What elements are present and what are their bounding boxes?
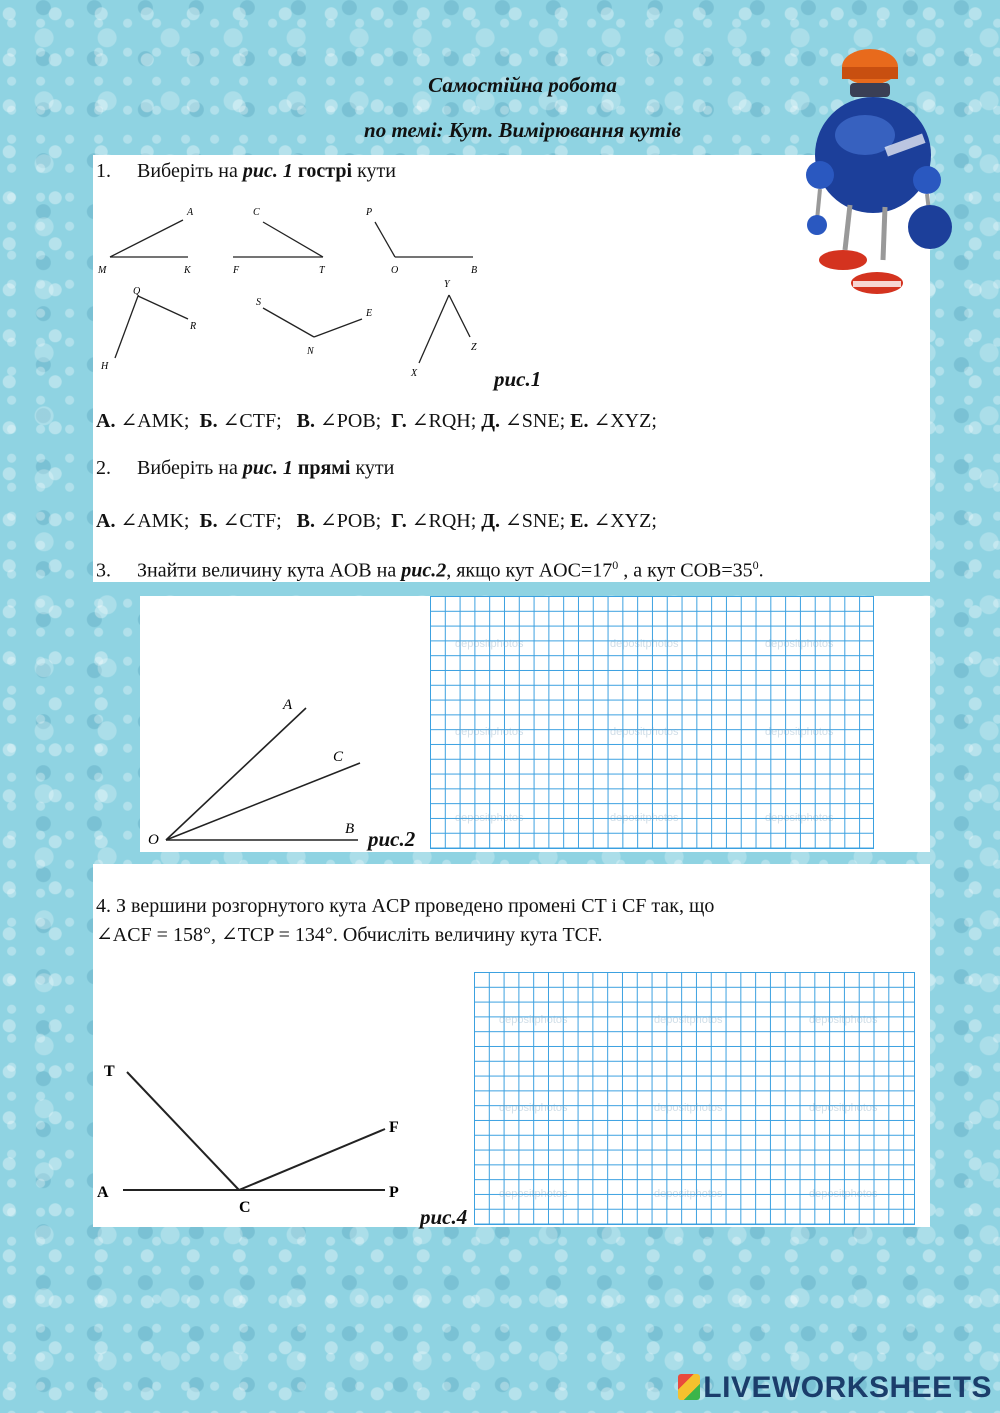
title-line-1: Самостійна робота xyxy=(428,73,617,97)
option-letter: Е. xyxy=(570,510,589,532)
option-letter: Б. xyxy=(199,510,218,532)
watermark: depositphotos xyxy=(654,1188,723,1200)
figure-2 xyxy=(140,596,430,852)
label-F: F xyxy=(389,1119,399,1136)
label-K: K xyxy=(184,265,191,276)
robot-icon xyxy=(795,45,955,305)
question-text-end: кути xyxy=(352,160,396,182)
option-letter: Б. xyxy=(199,410,218,432)
watermark: depositphotos xyxy=(654,1102,723,1114)
figure-2-caption: рис.2 xyxy=(368,827,416,851)
question-number: 2. xyxy=(96,457,111,479)
figure-4 xyxy=(93,1050,423,1220)
option-angle: ∠AMK; xyxy=(120,510,190,532)
option-letter: Д. xyxy=(481,510,501,532)
label-R: R xyxy=(190,321,197,332)
option-angle: ∠RQH; xyxy=(411,510,477,532)
question-4-line-1: 4. З вершини розгорнутого кута ACP проведено промені CT і CF так, що xyxy=(96,895,715,917)
question-text-mid2: , а кут COB=35 xyxy=(618,559,753,582)
label-P: P xyxy=(389,1184,399,1201)
watermark: depositphotos xyxy=(765,726,834,738)
option-letter: Е. xyxy=(570,410,589,432)
option-angle: ∠XYZ; xyxy=(593,510,657,532)
label-T: T xyxy=(104,1063,115,1080)
label-C: C xyxy=(333,749,344,765)
label-B: B xyxy=(471,265,478,276)
question-text-end: кути xyxy=(350,457,395,479)
watermark: depositphotos xyxy=(765,638,834,650)
label-Z: Z xyxy=(471,342,477,353)
question-4-line-2: ∠ACF = 158°, ∠TCP = 134°. Обчисліть величину кута TCF. xyxy=(96,924,603,946)
watermark: depositphotos xyxy=(610,726,679,738)
option-angle: ∠CTF; xyxy=(222,410,282,432)
keyword: гострі xyxy=(292,160,353,182)
option-letter: Д. xyxy=(481,410,501,432)
question-number: 3. xyxy=(96,559,111,582)
option-letter: В. xyxy=(296,410,316,432)
watermark: depositphotos xyxy=(499,1188,568,1200)
figure-4-caption: рис.4 xyxy=(420,1205,468,1229)
figure-1 xyxy=(93,195,553,385)
logo-icon xyxy=(678,1374,700,1400)
label-A: A xyxy=(187,207,194,218)
keyword: прямі xyxy=(292,457,351,479)
degree-sup: 0 xyxy=(612,558,619,572)
watermark: depositphotos xyxy=(654,1014,723,1026)
figure-ref: рис.2 xyxy=(401,559,447,582)
figure-ref: рис. 1 xyxy=(242,160,293,182)
label-F: F xyxy=(233,265,240,276)
label-Y: Y xyxy=(444,279,450,290)
label-B: B xyxy=(345,821,355,837)
watermark: depositphotos xyxy=(455,812,524,824)
question-text: Виберіть на xyxy=(137,160,243,182)
question-text: Виберіть на xyxy=(137,457,243,479)
option-angle: ∠AMK; xyxy=(120,410,190,432)
question-text-mid: , якщо кут AOC=17 xyxy=(446,559,613,582)
watermark: depositphotos xyxy=(610,812,679,824)
question-text-end: . xyxy=(758,559,764,582)
question-1 xyxy=(96,160,396,183)
label-S: S xyxy=(256,297,261,308)
option-angle: ∠SNE; xyxy=(505,510,566,532)
label-A: A xyxy=(97,1184,109,1201)
question-text: Знайти величину кута AOB на xyxy=(137,559,402,582)
option-angle: ∠RQH; xyxy=(411,410,477,432)
label-T: T xyxy=(319,265,325,276)
watermark: depositphotos xyxy=(765,812,834,824)
label-P: P xyxy=(366,207,373,218)
option-angle: ∠XYZ; xyxy=(593,410,657,432)
label-O: O xyxy=(391,265,399,276)
option-letter: Г. xyxy=(391,410,407,432)
label-A: A xyxy=(283,697,293,713)
label-H: H xyxy=(101,361,109,372)
option-angle: ∠SNE; xyxy=(505,410,566,432)
watermark: depositphotos xyxy=(610,638,679,650)
label-X: X xyxy=(411,368,418,379)
watermark: depositphotos xyxy=(499,1014,568,1026)
degree-sup: 0 xyxy=(752,558,759,572)
label-O: O xyxy=(148,832,159,848)
title-line-2: по темі: Кут. Вимірювання кутів xyxy=(364,118,681,142)
option-angle: ∠POB; xyxy=(320,510,382,532)
option-letter: А. xyxy=(96,510,116,532)
question-2 xyxy=(96,457,394,480)
option-angle: ∠CTF; xyxy=(222,510,282,532)
watermark: depositphotos xyxy=(809,1188,878,1200)
watermark: depositphotos xyxy=(809,1102,878,1114)
watermark: depositphotos xyxy=(455,726,524,738)
watermark: depositphotos xyxy=(499,1102,568,1114)
brand-text: LIVEWORKSHEETS xyxy=(703,1371,992,1404)
options-row-2 xyxy=(96,508,657,533)
label-M: M xyxy=(98,265,107,276)
options-row-1 xyxy=(96,408,657,433)
answer-grid-2[interactable] xyxy=(474,972,915,1225)
label-C: C xyxy=(239,1199,251,1216)
liveworksheets-logo[interactable] xyxy=(678,1371,992,1405)
watermark: depositphotos xyxy=(809,1014,878,1026)
option-letter: Г. xyxy=(391,510,407,532)
answer-grid-1[interactable] xyxy=(430,596,874,849)
label-C: C xyxy=(253,207,260,218)
option-angle: ∠POB; xyxy=(320,410,382,432)
question-3 xyxy=(96,558,764,583)
label-E: E xyxy=(366,308,373,319)
question-number: 1. xyxy=(96,160,111,182)
label-N: N xyxy=(307,346,314,357)
figure-1-caption: рис.1 xyxy=(494,367,542,391)
option-letter: А. xyxy=(96,410,116,432)
label-Q: Q xyxy=(133,286,141,297)
option-letter: В. xyxy=(296,510,316,532)
watermark: depositphotos xyxy=(455,638,524,650)
figure-ref: рис. 1 xyxy=(242,457,293,479)
